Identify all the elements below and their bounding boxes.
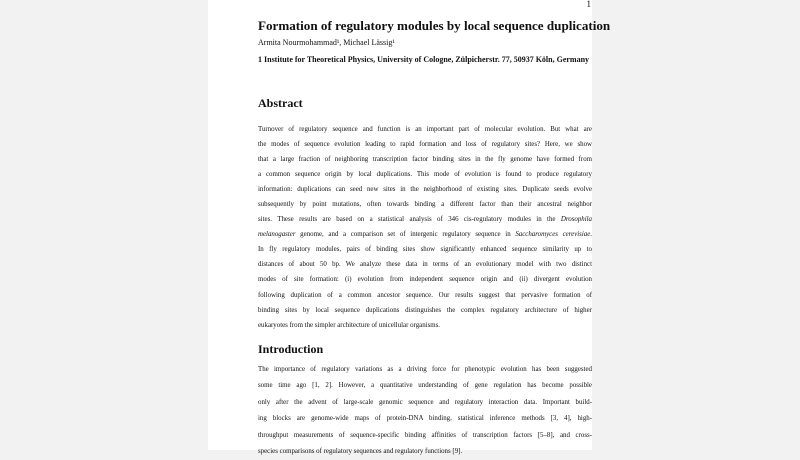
introduction-line: throughput measurements of sequence-specific binding affinities of transcription factors [5–8], and cross- [258,431,592,439]
abstract-line: eukaryotes from the simpler architecture of unicellular organisms. [258,321,441,329]
abstract-body [258,122,592,333]
introduction-line: only after the advent of large-scale genomic sequence and regulatory interaction data. Important build- [258,398,592,406]
abstract-line: a common sequence origin by local duplications. This mode of evolution is found to produce regulatory [258,171,592,179]
page-number: 1 [586,0,591,9]
introduction-line: The importance of regulatory variations as a driving force for phenotypic evolution has been suggested [258,366,592,373]
author-list: Armita Nourmohammad¹, Michael Lässig¹ [258,38,395,47]
abstract-line: that a large fraction of neighboring transcription factor binding sites in the fly genome have formed from [258,156,592,164]
abstract-line: the modes of sequence evolution leading to rapid formation and loss of regulatory sites? Here, we show [258,141,592,149]
abstract-line: binding sites by local sequence duplications distinguishes the complex regulatory architecture of higher [258,306,592,314]
abstract-line: melanogaster genome, and a comparison set of intergenic regulatory sequence in Saccharomyces cerevisiae. [258,231,593,239]
abstract-line: Turnover of regulatory sequence and function is an important part of molecular evolution. But what are [258,126,592,133]
abstract-line: In fly regulatory modules, pairs of binding sites show significantly enhanced sequence similarity up to [258,246,592,254]
introduction-line: ing blocks are genome-wide maps of protein-DNA binding, statistical inference methods [3, 4], high- [258,415,592,423]
abstract-heading: Abstract [258,96,303,110]
abstract-line: distances of about 50 bp. We analyze these data in terms of an evolutionary model with two distinct [258,261,592,269]
abstract-line: information: duplications can seed new sites in the neighborhood of existing sites. Duplicate seeds evolve [258,186,592,194]
paper-page [208,0,611,455]
abstract-line: subsequently by point mutations, often towards binding a different factor than their ancestral neighbor [258,201,592,209]
abstract-line: modes of site formation: (i) evolution from independent sequence origin and (ii) divergent evolution [258,276,592,284]
introduction-line: some time ago [1, 2]. However, a quantitative understanding of gene regulation has become possible [258,382,592,390]
introduction-body [258,362,592,460]
introduction-line: species comparisons of regulatory sequences and regulatory functions [9]. [258,447,463,455]
abstract-line: sites. These results are based on a statistical analysis of 346 cis-regulatory modules in the Drosophila [258,216,592,224]
introduction-heading: Introduction [258,342,324,356]
abstract-line: following duplication of a common ancestor sequence. Our results suggest that pervasive formation of [258,291,592,299]
affiliation: 1 Institute for Theoretical Physics, University of Cologne, Zülpicherstr. 77, 50937 Köln, Germany [258,55,590,64]
paper-title: Formation of regulatory modules by local sequence duplication [258,18,611,33]
